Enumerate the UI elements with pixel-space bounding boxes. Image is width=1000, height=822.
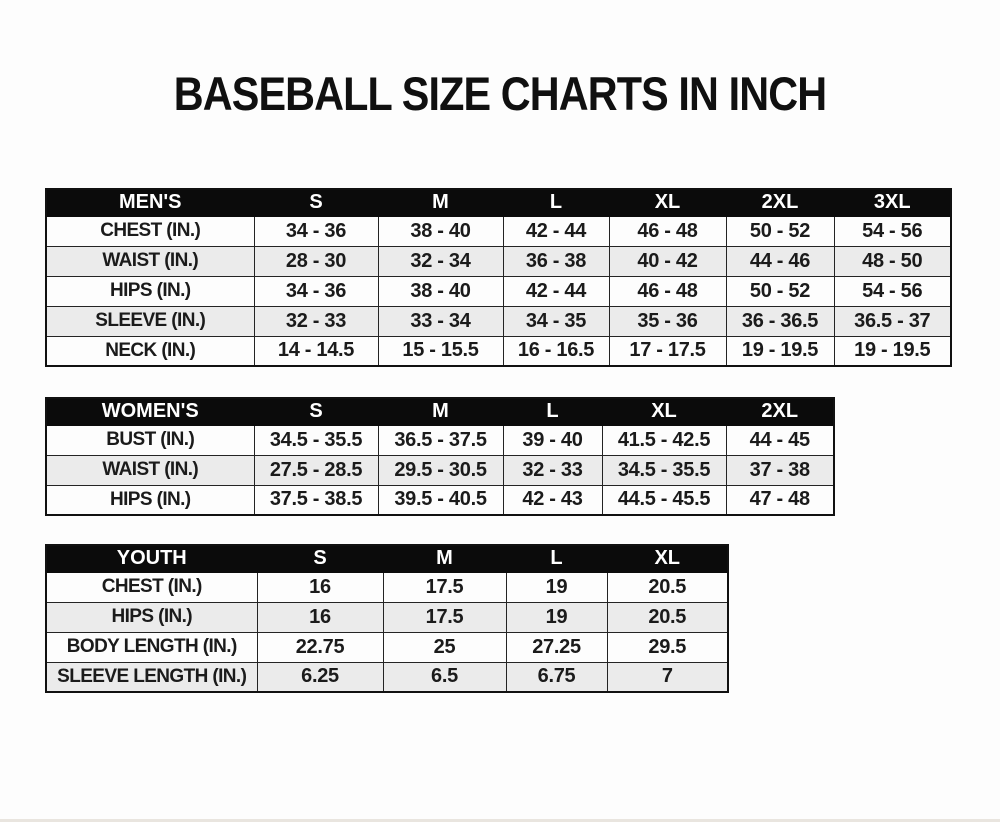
size-value-cell: 36 - 36.5 bbox=[726, 306, 834, 336]
womens-size-column-header: S bbox=[254, 398, 378, 425]
womens-table-title: WOMEN'S bbox=[46, 398, 254, 425]
measurement-label: HIPS (IN.) bbox=[46, 602, 257, 632]
mens-size-column-header: 2XL bbox=[726, 189, 834, 216]
size-value-cell: 16 bbox=[257, 572, 383, 602]
size-value-cell: 29.5 - 30.5 bbox=[378, 455, 503, 485]
size-value-cell: 20.5 bbox=[607, 572, 728, 602]
size-value-cell: 17.5 bbox=[383, 602, 506, 632]
size-value-cell: 14 - 14.5 bbox=[254, 336, 378, 366]
size-value-cell: 29.5 bbox=[607, 632, 728, 662]
size-value-cell: 34 - 35 bbox=[503, 306, 609, 336]
womens-size-column-header: L bbox=[503, 398, 602, 425]
size-value-cell: 16 bbox=[257, 602, 383, 632]
size-value-cell: 6.5 bbox=[383, 662, 506, 692]
size-value-cell: 6.25 bbox=[257, 662, 383, 692]
measurement-label: SLEEVE LENGTH (IN.) bbox=[46, 662, 257, 692]
youth-size-column-header: S bbox=[257, 545, 383, 572]
size-value-cell: 7 bbox=[607, 662, 728, 692]
size-value-cell: 34 - 36 bbox=[254, 216, 378, 246]
youth-size-column-header: M bbox=[383, 545, 506, 572]
size-value-cell: 44 - 45 bbox=[726, 425, 834, 455]
measurement-label: HIPS (IN.) bbox=[46, 485, 254, 515]
size-value-cell: 44.5 - 45.5 bbox=[602, 485, 726, 515]
size-value-cell: 35 - 36 bbox=[609, 306, 726, 336]
size-value-cell: 27.5 - 28.5 bbox=[254, 455, 378, 485]
size-value-cell: 19 bbox=[506, 602, 607, 632]
youth-measurement-row bbox=[46, 602, 728, 632]
measurement-label: WAIST (IN.) bbox=[46, 455, 254, 485]
mens-measurement-row bbox=[46, 336, 951, 366]
size-value-cell: 19 - 19.5 bbox=[834, 336, 951, 366]
size-value-cell: 6.75 bbox=[506, 662, 607, 692]
measurement-label: WAIST (IN.) bbox=[46, 246, 254, 276]
mens-table-title: MEN'S bbox=[46, 189, 254, 216]
size-chart-document bbox=[0, 67, 1000, 693]
womens-size-chart-table bbox=[45, 397, 835, 516]
youth-size-column-header: L bbox=[506, 545, 607, 572]
size-value-cell: 33 - 34 bbox=[378, 306, 503, 336]
size-value-cell: 15 - 15.5 bbox=[378, 336, 503, 366]
youth-header-row bbox=[46, 545, 728, 572]
mens-size-column-header: S bbox=[254, 189, 378, 216]
size-value-cell: 54 - 56 bbox=[834, 276, 951, 306]
size-value-cell: 41.5 - 42.5 bbox=[602, 425, 726, 455]
size-tables-container bbox=[45, 188, 1000, 693]
size-value-cell: 44 - 46 bbox=[726, 246, 834, 276]
size-value-cell: 32 - 33 bbox=[503, 455, 602, 485]
measurement-label: CHEST (IN.) bbox=[46, 572, 257, 602]
measurement-label: NECK (IN.) bbox=[46, 336, 254, 366]
mens-size-column-header: L bbox=[503, 189, 609, 216]
size-value-cell: 19 bbox=[506, 572, 607, 602]
size-value-cell: 38 - 40 bbox=[378, 276, 503, 306]
measurement-label: BODY LENGTH (IN.) bbox=[46, 632, 257, 662]
size-value-cell: 54 - 56 bbox=[834, 216, 951, 246]
mens-header-row bbox=[46, 189, 951, 216]
size-value-cell: 37.5 - 38.5 bbox=[254, 485, 378, 515]
size-value-cell: 36.5 - 37.5 bbox=[378, 425, 503, 455]
youth-measurement-row bbox=[46, 662, 728, 692]
size-value-cell: 42 - 43 bbox=[503, 485, 602, 515]
size-value-cell: 25 bbox=[383, 632, 506, 662]
size-value-cell: 40 - 42 bbox=[609, 246, 726, 276]
mens-measurement-row bbox=[46, 216, 951, 246]
measurement-label: BUST (IN.) bbox=[46, 425, 254, 455]
youth-table-title: YOUTH bbox=[46, 545, 257, 572]
size-value-cell: 47 - 48 bbox=[726, 485, 834, 515]
size-value-cell: 32 - 33 bbox=[254, 306, 378, 336]
size-value-cell: 34 - 36 bbox=[254, 276, 378, 306]
womens-size-column-header: M bbox=[378, 398, 503, 425]
youth-measurement-row bbox=[46, 572, 728, 602]
womens-size-column-header: XL bbox=[602, 398, 726, 425]
measurement-label: SLEEVE (IN.) bbox=[46, 306, 254, 336]
youth-size-chart-table bbox=[45, 544, 729, 693]
size-value-cell: 36 - 38 bbox=[503, 246, 609, 276]
youth-measurement-row bbox=[46, 632, 728, 662]
size-value-cell: 32 - 34 bbox=[378, 246, 503, 276]
womens-measurement-row bbox=[46, 425, 834, 455]
mens-size-column-header: XL bbox=[609, 189, 726, 216]
size-value-cell: 38 - 40 bbox=[378, 216, 503, 246]
size-value-cell: 16 - 16.5 bbox=[503, 336, 609, 366]
measurement-label: HIPS (IN.) bbox=[46, 276, 254, 306]
mens-measurement-row bbox=[46, 276, 951, 306]
size-value-cell: 48 - 50 bbox=[834, 246, 951, 276]
page-title: BASEBALL SIZE CHARTS IN INCH bbox=[173, 67, 827, 120]
size-value-cell: 46 - 48 bbox=[609, 216, 726, 246]
size-value-cell: 22.75 bbox=[257, 632, 383, 662]
size-value-cell: 46 - 48 bbox=[609, 276, 726, 306]
womens-header-row bbox=[46, 398, 834, 425]
size-value-cell: 17.5 bbox=[383, 572, 506, 602]
womens-measurement-row bbox=[46, 485, 834, 515]
size-value-cell: 34.5 - 35.5 bbox=[602, 455, 726, 485]
youth-size-column-header: XL bbox=[607, 545, 728, 572]
mens-size-column-header: 3XL bbox=[834, 189, 951, 216]
size-value-cell: 28 - 30 bbox=[254, 246, 378, 276]
size-value-cell: 37 - 38 bbox=[726, 455, 834, 485]
size-value-cell: 42 - 44 bbox=[503, 216, 609, 246]
mens-measurement-row bbox=[46, 246, 951, 276]
womens-measurement-row bbox=[46, 455, 834, 485]
size-value-cell: 20.5 bbox=[607, 602, 728, 632]
size-value-cell: 39.5 - 40.5 bbox=[378, 485, 503, 515]
size-value-cell: 34.5 - 35.5 bbox=[254, 425, 378, 455]
mens-size-chart-table bbox=[45, 188, 952, 367]
mens-measurement-row bbox=[46, 306, 951, 336]
size-value-cell: 50 - 52 bbox=[726, 216, 834, 246]
size-value-cell: 36.5 - 37 bbox=[834, 306, 951, 336]
size-value-cell: 17 - 17.5 bbox=[609, 336, 726, 366]
measurement-label: CHEST (IN.) bbox=[46, 216, 254, 246]
size-value-cell: 42 - 44 bbox=[503, 276, 609, 306]
mens-size-column-header: M bbox=[378, 189, 503, 216]
size-value-cell: 27.25 bbox=[506, 632, 607, 662]
size-value-cell: 19 - 19.5 bbox=[726, 336, 834, 366]
size-value-cell: 39 - 40 bbox=[503, 425, 602, 455]
womens-size-column-header: 2XL bbox=[726, 398, 834, 425]
size-value-cell: 50 - 52 bbox=[726, 276, 834, 306]
